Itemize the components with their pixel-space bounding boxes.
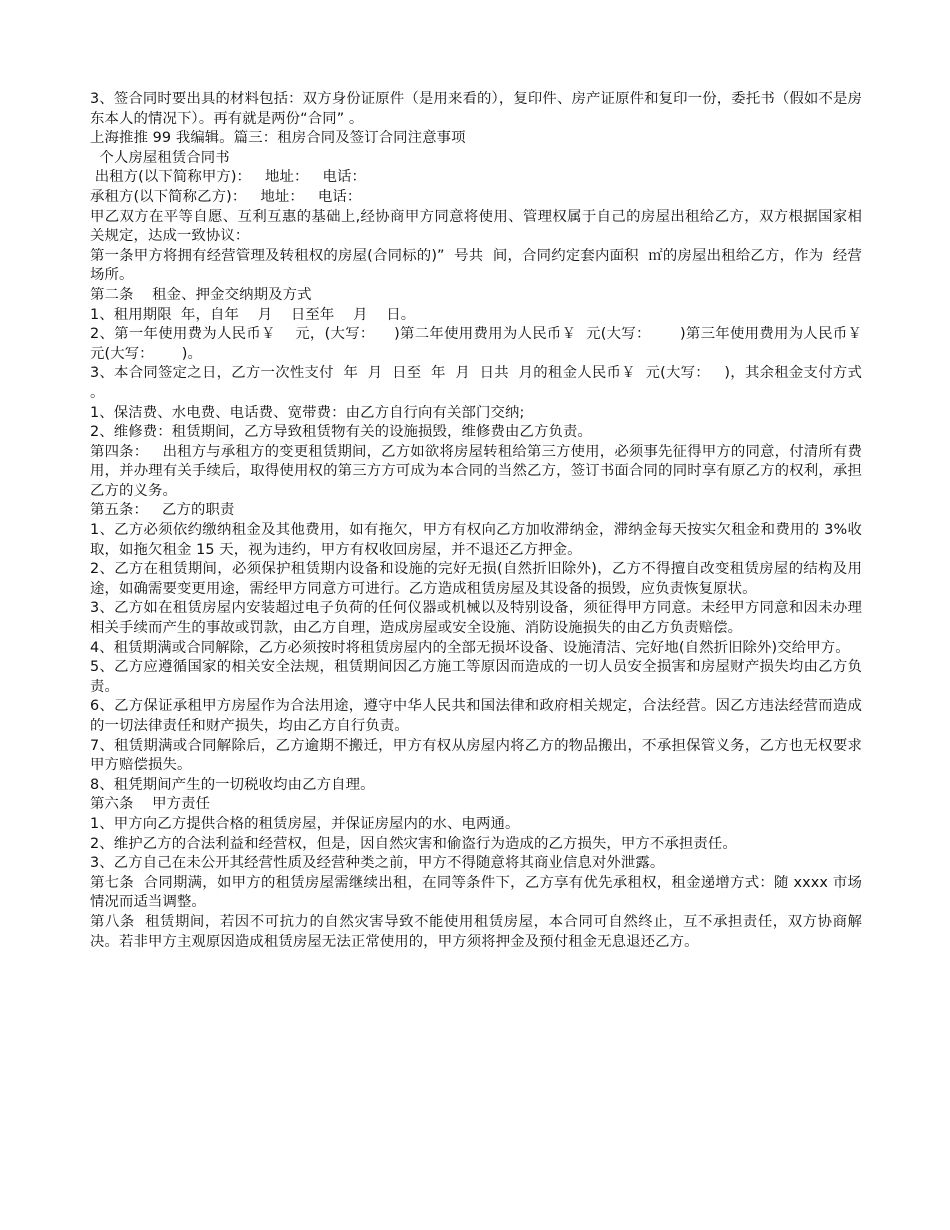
article-6-heading: 第六条 甲方责任 [90,796,211,813]
article-1: 第一条甲方将拥有经营管理及转租权的房屋(合同标的)” 号共 间，合同约定套内面积 ㎡的房屋出租给乙方，作为 经营场所。 [90,247,862,284]
article-2-item-2: 2、第一年使用费为人民币￥ 元，(大写： )第二年使用费用为人民币￥ 元(大写： )第三年使用费用为人民币￥ 元(大写： )。 [90,326,872,362]
article-7: 第七条 合同期满，如甲方的租赁房屋需继续出租，在同等条件下，乙方享有优先承租权，租金递增方式：随 xxxx 市场情况而适当调整。 [90,874,862,911]
article-5-item-1: 1、乙方必须依约缴纳租金及其他费用，如有拖欠，甲方有权向乙方加收滞纳金，滞纳金每天按实欠租金和费用的 3%收取，如拖欠租金 15 天，视为违约，甲方有权收回房屋，并不退还乙方押金。 [90,522,862,558]
article-8: 第八条 租赁期间，若因不可抗力的自然灾害导致不能使用租赁房屋，本合同可自然终止，互不承担责任，双方协商解决。若非甲方主观原因造成租赁房屋无法正常使用的，甲方须将押金及预付租金无息退还乙方。 [90,913,862,950]
document-body [90,90,872,952]
article-4: 第四条： 出租方与承租方的变更租赁期间，乙方如欲将房屋转租给第三方使用，必须事先征得甲方的同意，付清所有费用，并办理有关手续后，取得使用权的第三方方可成为本合同的当然乙方，签订书面合同的同时享有原乙方的权利，承担乙方的义务。 [90,443,862,499]
article-5-item-6: 6、乙方保证承租甲方房屋作为合法用途，遵守中华人民共和国法律和政府相关规定，合法经营。因乙方违法经营而造成的一切法律责任和财产损失，均由乙方自行负责。 [90,698,862,734]
article-5-item-4: 4、租赁期满或合同解除，乙方必须按时将租赁房屋内的全部无损坏设备、设施清洁、完好地(自然折旧除外)交给甲方。 [90,639,850,656]
article-6-item-2: 2、维护乙方的合法利益和经营权，但是，因自然灾害和偷盗行为造成的乙方损失，甲方不承担责任。 [90,835,737,852]
preamble: 甲乙双方在平等自愿、互利互惠的基础上,经协商甲方同意将使用、管理权属于自己的房屋出租给乙方，双方根据国家相关规定，达成一致协议： [90,208,862,245]
lessee-info: 承租方(以下简称乙方)： 地址： 电话： [90,188,362,205]
paragraph-editor-note: 上海推推 99 我编辑。篇三：租房合同及签订合同注意事项 [90,130,466,147]
article-5-item-7: 7、租赁期满或合同解除后，乙方逾期不搬迁，甲方有权从房屋内将乙方的物品搬出，不承担保管义务，乙方也无权要求甲方赔偿损失。 [90,737,862,774]
article-5-item-8: 8、租凭期间产生的一切税收均由乙方自理。 [90,776,375,793]
article-5-item-3: 3、乙方如在租赁房屋内安装超过电子负荷的任何仪器或机械以及特别设备，须征得甲方同意。未经甲方同意和因未办理相关手续而产生的事故或罚款，由乙方自理，造成房屋或安全设施、消防设施损失的由乙方负责赔偿。 [90,600,862,637]
article-2-item-1: 1、租用期限 年，自年 月 日至年 月 日。 [90,306,416,323]
article-2-heading: 第二条 租金、押金交纳期及方式 [90,286,312,303]
contract-title: 个人房屋租赁合同书 [90,149,230,166]
article-5-item-2: 2、乙方在租赁期间，必须保护租赁期内设备和设施的完好无损(自然折旧除外)，乙方不得擅自改变租赁房屋的结构及用途，如确需要变更用途，需经甲方同意方可进行。乙方造成租赁房屋及其设备的损毁，应负责恢复原状。 [90,561,862,597]
fees-item-1: 1、保洁费、水电费、电话费、宽带费：由乙方自行向有关部门交纳; [90,404,525,421]
article-6-item-3: 3、乙方自己在未公开其经营性质及经营种类之前，甲方不得随意将其商业信息对外泄露。 [90,855,665,872]
paragraph-materials-list: 3、签合同时要出具的材料包括：双方身份证原件（是用来看的），复印件、房产证原件和复印一份，委托书（假如不是房东本人的情况下）。再有就是两份“合同” 。 [90,91,862,127]
article-5-heading: 第五条： 乙方的职责 [90,502,235,519]
article-5-item-5: 5、乙方应遵循国家的相关安全法规，租赁期间因乙方施工等原因而造成的一切人员安全损害和房屋财产损失均由乙方负责。 [90,659,862,695]
lessor-info: 出租方(以下简称甲方)： 地址： 电话： [90,169,367,186]
article-2-item-3: 3、本合同签定之日，乙方一次性支付 年 月 日至 年 月 日共 月的租金人民币￥ 元(大写： )，其余租金支付方式 。 [90,365,872,401]
article-6-item-1: 1、甲方向乙方提供合格的租赁房屋，并保证房屋内的水、电两通。 [90,815,520,832]
fees-item-2: 2、维修费：租赁期间，乙方导致租赁物有关的设施损毁，维修费由乙方负责。 [90,424,592,441]
